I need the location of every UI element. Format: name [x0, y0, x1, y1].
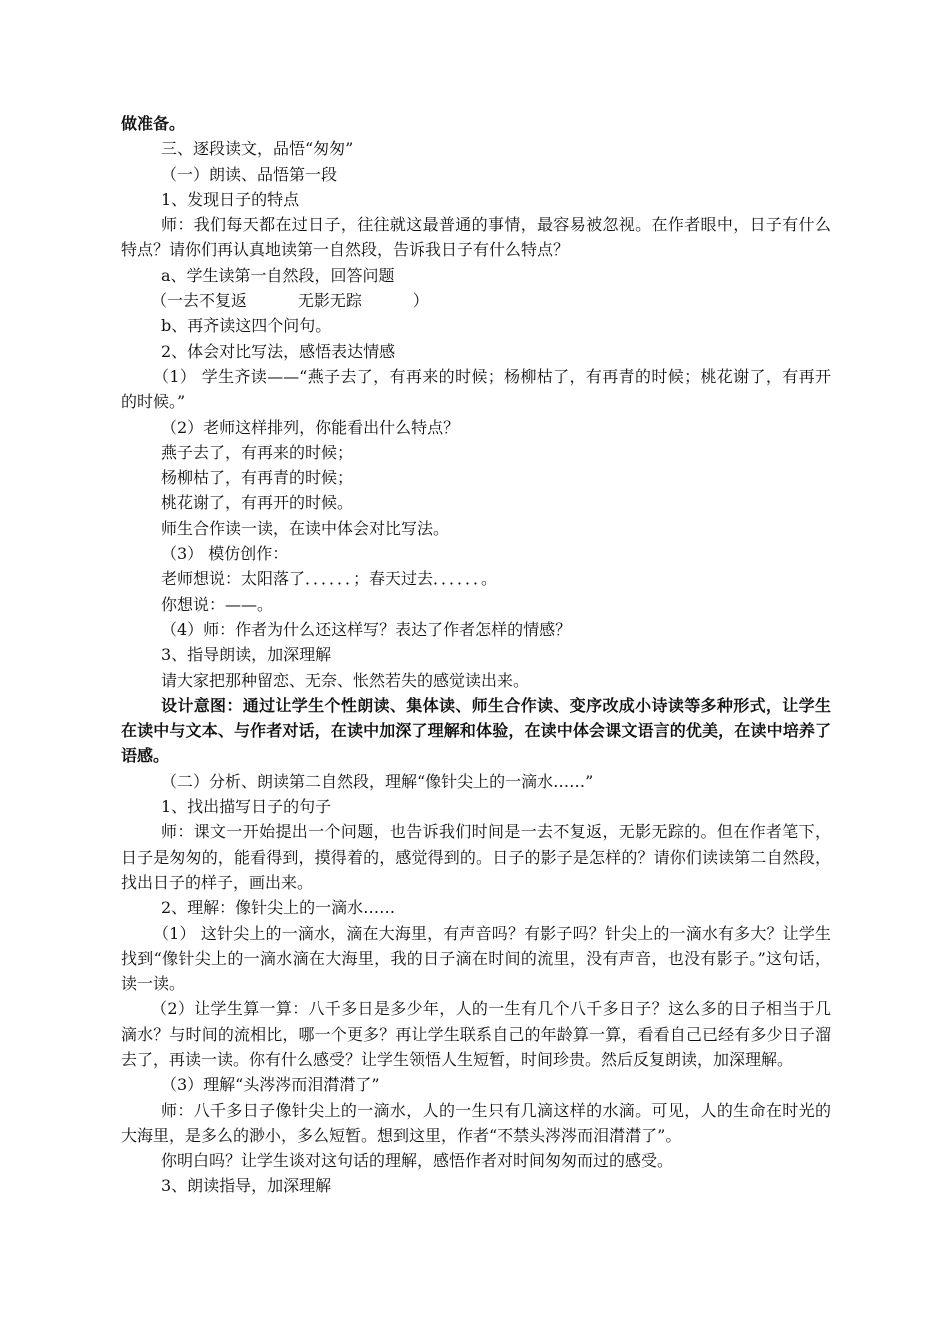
step-heading: 3、指导朗读，加深理解	[161, 645, 332, 665]
paragraph: 请大家把那种留恋、无奈、怅然若失的感觉读出来。	[161, 670, 530, 690]
paragraph: （2）老师这样排列，你能看出什么特点？	[161, 417, 460, 437]
step-heading: 1、发现日子的特点	[161, 189, 300, 209]
paragraph: a、学生读第一自然段，回答问题	[161, 265, 395, 285]
paragraph: 师：八千多日子像针尖上的一滴水，人的一生只有几滴这样的水滴。可见，人的生命在时光的大海里，是多么的渺小，多么短暂。想到这里，作者“不禁头涔涔而泪潸潸了”。	[121, 1100, 831, 1145]
paragraph: 师：我们每天都在过日子，往往就这最普通的事情，最容易被忽视。在作者眼中，日子有什么特点？请你们再认真地读第一自然段，告诉我日子有什么特点？	[121, 215, 831, 260]
paragraph: 师：课文一开始提出一个问题，也告诉我们时间是一去不复返，无影无踪的。但在作者笔下，日子是匆匆的，能看得到，摸得着的，感觉得到的。日子的影子是怎样的？请你们读读第二自然段，找出日子的样子，画出来。	[121, 822, 831, 892]
paragraph: （4）师：作者为什么还这样写？表达了作者怎样的情感？	[161, 619, 572, 639]
paragraph: 你想说：——。	[161, 594, 274, 614]
paragraph: b、再齐读这四个问句。	[161, 316, 332, 336]
paragraph: （3） 模仿创作：	[161, 544, 289, 564]
section-heading: 三、逐段读文，品悟“匆匆”	[161, 139, 354, 159]
subsection-heading: （一）朗读、品悟第一段	[161, 164, 338, 184]
paragraph: 杨柳枯了，有再青的时候；	[161, 468, 354, 488]
paragraph: （一去不复返 无影无踪 ）	[151, 291, 429, 311]
paragraph: 老师想说：太阳落了．．．．．．；春天过去．．．．．．。	[161, 569, 498, 589]
design-intent-note: 设计意图：通过让学生个性朗读、集体读、师生合作读、变序改成小诗读等多种形式，让学生在读中与文本、与作者对话，在读中加深了理解和体验，在读中体会课文语言的优美，在读中培养了语感。	[121, 695, 831, 766]
document-body	[121, 111, 831, 1199]
step-heading: 2、体会对比写法，感悟表达情感	[161, 341, 396, 361]
step-heading: 3、朗读指导，加深理解	[161, 1176, 332, 1196]
paragraph: （1） 学生齐读——“燕子去了，有再来的时候；杨柳枯了，有再青的时候；桃花谢了，有再开的时候。”	[121, 366, 831, 412]
step-heading: 1、找出描写日子的句子	[161, 797, 332, 817]
paragraph: 桃花谢了，有再开的时候。	[161, 493, 354, 513]
paragraph: （1） 这针尖上的一滴水，滴在大海里，有声音吗？有影子吗？针尖上的一滴水有多大？让学生找到“像针尖上的一滴水滴在大海里，我的日子滴在时间的流里，没有声音，也没有影子。”这句话，读一读。	[121, 923, 831, 994]
paragraph: （2）让学生算一算：八千多日是多少年，人的一生有几个八千多日子？这么多的日子相当于几滴水？与时间的流相比，哪一个更多？再让学生联系自己的年龄算一算，看看自己已经有多少日子溜去了，再读一读。你有什么感受？让学生领悟人生短暂，时间珍贵。然后反复朗读，加深理解。	[121, 999, 831, 1069]
paragraph: 做准备。	[121, 114, 186, 133]
subsection-heading: （二）分析、朗读第二自然段，理解“像针尖上的一滴水……”	[161, 771, 594, 791]
paragraph: 燕子去了，有再来的时候；	[161, 442, 354, 462]
step-heading: 2、理解：像针尖上的一滴水……	[161, 898, 396, 918]
paragraph: 师生合作读一读，在读中体会对比写法。	[161, 518, 450, 538]
paragraph: 你明白吗？让学生谈对这句话的理解，感悟作者对时间匆匆而过的感受。	[161, 1151, 674, 1171]
paragraph: （3）理解“头涔涔而泪潸潸了”	[161, 1075, 380, 1095]
